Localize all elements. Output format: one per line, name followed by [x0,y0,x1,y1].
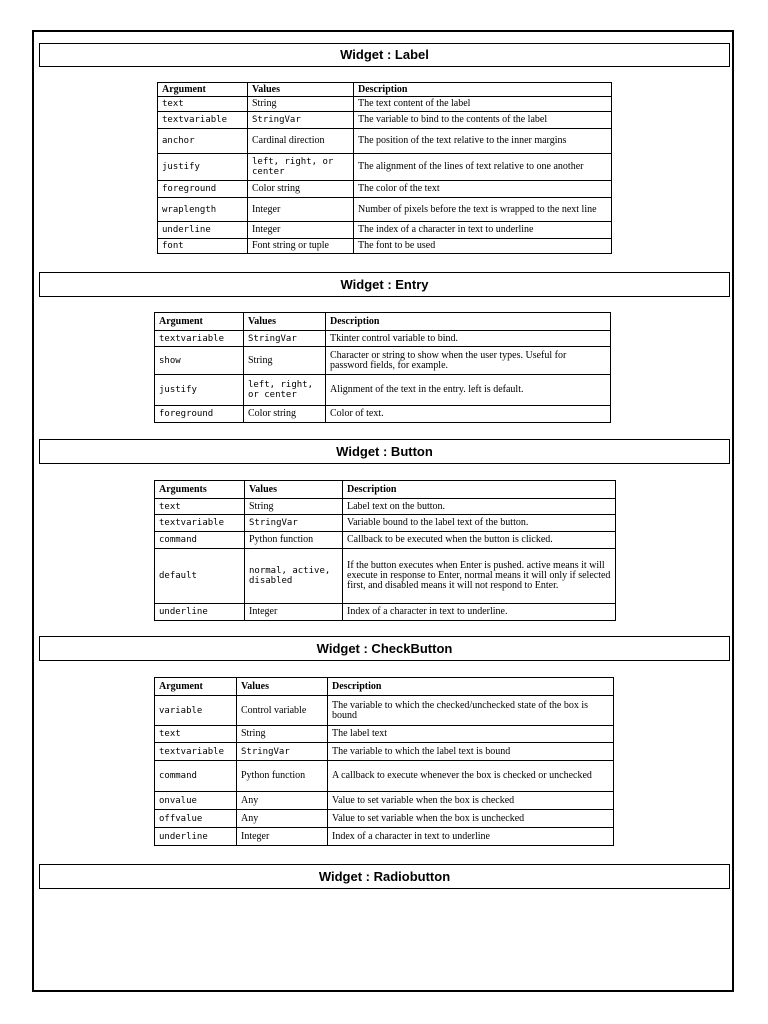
table-row [155,743,614,761]
values-cell: left, right, or center [244,375,326,406]
values-cell: StringVar [244,331,326,347]
column-header: Arguments [155,481,245,499]
values-cell: Python function [245,532,343,549]
values-cell: StringVar [237,743,328,761]
values-cell: left, right, or center [248,154,354,181]
description-cell: The variable to which the label text is bound [328,743,614,761]
section-title-entry: Widget : Entry [39,272,730,297]
values-cell: Color string [244,406,326,423]
table-row [158,154,612,181]
values-cell: String [248,97,354,112]
table-row [155,792,614,810]
table-row [155,515,616,532]
table-row [155,499,616,515]
argument-cell: underline [158,222,248,239]
values-cell: Integer [248,198,354,222]
table-row [155,331,611,347]
argument-cell: wraplength [158,198,248,222]
description-cell: The label text [328,726,614,743]
values-cell: String [245,499,343,515]
argument-cell: foreground [155,406,244,423]
argument-cell: anchor [158,129,248,154]
description-cell: If the button executes when Enter is pushed. active means it will execute in response to Enter, normal means it will only if selected first, and disabled means it will not respond to Enter. [343,549,616,604]
table-row [155,375,611,406]
table-header-row [158,83,612,97]
description-cell: A callback to execute whenever the box is checked or unchecked [328,761,614,792]
checkbutton-table [154,677,614,846]
values-cell: StringVar [245,515,343,532]
values-cell: StringVar [248,112,354,129]
values-cell: String [237,726,328,743]
column-header: Values [237,678,328,696]
table-row [158,198,612,222]
argument-cell: foreground [158,181,248,198]
argument-cell: default [155,549,245,604]
argument-cell: justify [155,375,244,406]
description-cell: The color of the text [354,181,612,198]
description-cell: Index of a character in text to underline. [343,604,616,621]
argument-cell: text [158,97,248,112]
description-cell: Callback to be executed when the button is clicked. [343,532,616,549]
values-cell: Integer [248,222,354,239]
argument-cell: justify [158,154,248,181]
argument-cell: underline [155,828,237,846]
argument-cell: offvalue [155,810,237,828]
argument-cell: font [158,239,248,254]
argument-cell: command [155,761,237,792]
label-table [157,82,612,254]
description-cell: The variable to bind to the contents of the label [354,112,612,129]
column-header: Values [245,481,343,499]
values-cell: String [244,347,326,375]
values-cell: Integer [245,604,343,621]
table-row [155,604,616,621]
description-cell: Number of pixels before the text is wrapped to the next line [354,198,612,222]
table-header-row [155,678,614,696]
description-cell: The font to be used [354,239,612,254]
table-row [155,532,616,549]
description-cell: The text content of the label [354,97,612,112]
description-cell: Index of a character in text to underline [328,828,614,846]
button-table [154,480,616,621]
column-header: Argument [158,83,248,97]
argument-cell: textvariable [158,112,248,129]
table-row [155,347,611,375]
table-row [155,810,614,828]
description-cell: The variable to which the checked/unchecked state of the box is bound [328,696,614,726]
description-cell: Character or string to show when the user types. Useful for password fields, for example. [326,347,611,375]
values-cell: Integer [237,828,328,846]
table-row [155,406,611,423]
values-cell: Cardinal direction [248,129,354,154]
section-title-button: Widget : Button [39,439,730,464]
table-row [158,239,612,254]
description-cell: Value to set variable when the box is unchecked [328,810,614,828]
description-cell: Variable bound to the label text of the button. [343,515,616,532]
entry-table [154,312,611,423]
values-cell: Font string or tuple [248,239,354,254]
section-title-radiobutton: Widget : Radiobutton [39,864,730,889]
table-row [155,726,614,743]
description-cell: Value to set variable when the box is checked [328,792,614,810]
table-header-row [155,313,611,331]
description-cell: The index of a character in text to underline [354,222,612,239]
values-cell: Any [237,792,328,810]
argument-cell: onvalue [155,792,237,810]
argument-cell: textvariable [155,515,245,532]
column-header: Description [328,678,614,696]
table-row [155,696,614,726]
column-header: Values [244,313,326,331]
argument-cell: underline [155,604,245,621]
argument-cell: text [155,726,237,743]
column-header: Description [343,481,616,499]
values-cell: Any [237,810,328,828]
table-row [155,828,614,846]
table-row [158,97,612,112]
argument-cell: command [155,532,245,549]
argument-cell: text [155,499,245,515]
column-header: Description [326,313,611,331]
argument-cell: textvariable [155,331,244,347]
description-cell: The position of the text relative to the inner margins [354,129,612,154]
description-cell: Tkinter control variable to bind. [326,331,611,347]
description-cell: Alignment of the text in the entry. left is default. [326,375,611,406]
description-cell: Color of text. [326,406,611,423]
section-title-checkbutton: Widget : CheckButton [39,636,730,661]
column-header: Argument [155,678,237,696]
table-row [155,549,616,604]
column-header: Argument [155,313,244,331]
values-cell: normal, active, disabled [245,549,343,604]
values-cell: Color string [248,181,354,198]
argument-cell: textvariable [155,743,237,761]
table-row [158,112,612,129]
description-cell: Label text on the button. [343,499,616,515]
argument-cell: show [155,347,244,375]
column-header: Values [248,83,354,97]
table-row [158,181,612,198]
table-header-row [155,481,616,499]
values-cell: Python function [237,761,328,792]
table-row [158,222,612,239]
table-row [158,129,612,154]
values-cell: Control variable [237,696,328,726]
argument-cell: variable [155,696,237,726]
table-row [155,761,614,792]
section-title-label: Widget : Label [39,43,730,67]
description-cell: The alignment of the lines of text relative to one another [354,154,612,181]
column-header: Description [354,83,612,97]
